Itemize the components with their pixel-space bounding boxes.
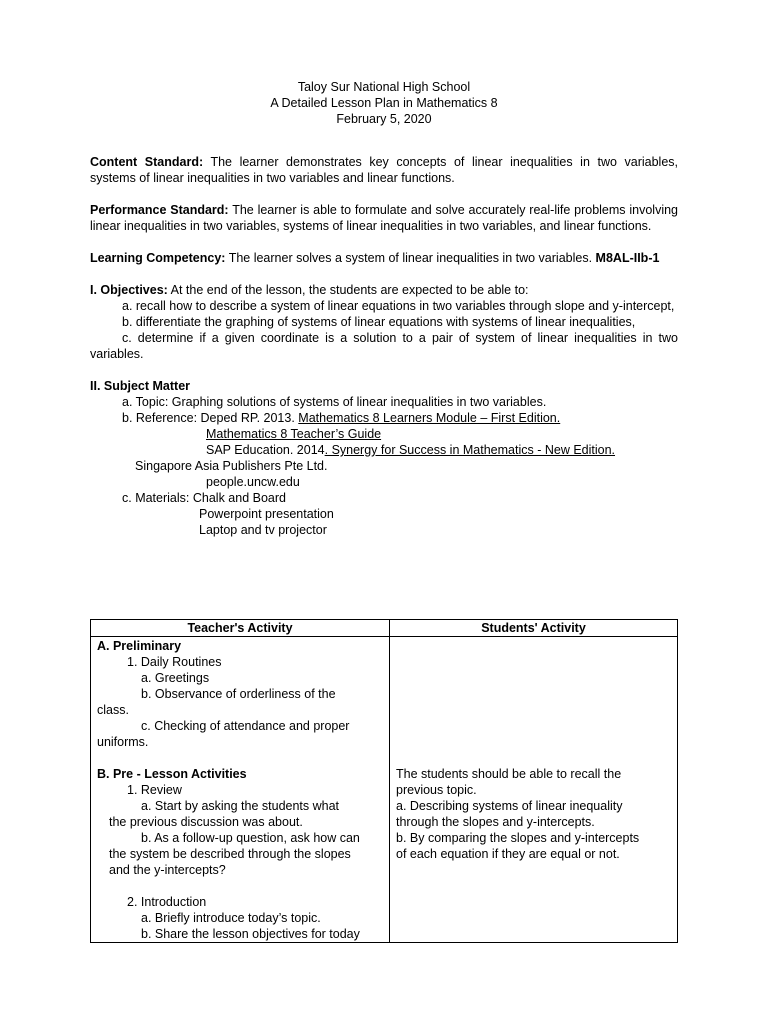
material-item: Chalk and Board — [192, 491, 286, 505]
review-b-line-1: b. As a follow-up question, ask how can — [141, 831, 360, 845]
material-item: Laptop and tv projector — [199, 523, 327, 537]
orderliness-line-1: b. Observance of orderliness of the — [141, 687, 336, 701]
document-title: A Detailed Lesson Plan in Mathematics 8 — [270, 96, 498, 110]
students-recall-line-1: The students should be able to recall the — [396, 767, 622, 781]
objective-item-a: a. recall how to describe a system of linear equations in two variables through slope and y-intercept, — [122, 299, 675, 313]
reference-prefix: b. Reference: Deped RP. 2013. — [122, 411, 295, 425]
students-recall-line-2: previous topic. — [396, 783, 477, 797]
reference-line-3 — [90, 442, 678, 458]
orderliness-line-2: class. — [97, 703, 129, 717]
objectives-label: I. Objectives: — [90, 283, 168, 297]
reference-line-1 — [90, 410, 678, 426]
school-name: Taloy Sur National High School — [297, 80, 471, 94]
review-a-line-1: a. Start by asking the students what — [141, 799, 340, 813]
pre-lesson-title: B. Pre - Lesson Activities — [97, 767, 247, 781]
objective-item-c: c. determine if a given coordinate is a solution to a pair of system of linear inequalities in two variables. — [90, 331, 678, 361]
materials-prefix: c. Materials: — [122, 491, 190, 505]
reference-synergy: . Synergy for Success in Mathematics - New Edition. — [324, 443, 616, 457]
review: 1. Review — [127, 783, 182, 797]
teacher-activity-header: Teacher's Activity — [91, 620, 390, 637]
document-date: February 5, 2020 — [336, 112, 432, 126]
students-answer-a-line-1: a. Describing systems of linear inequality — [396, 799, 623, 813]
objectives-intro-text: At the end of the lesson, the students are expected to be able to: — [170, 283, 529, 297]
students-activity-cell — [390, 637, 678, 943]
students-answer-b-line-1: b. By comparing the slopes and y-intercepts — [396, 831, 640, 845]
learning-competency-text: The learner solves a system of linear inequalities in two variables. — [228, 251, 593, 265]
objectives-intro — [90, 282, 678, 298]
content-standard — [90, 154, 678, 186]
attendance-line-2: uniforms. — [97, 735, 149, 749]
subject-matter-label: II. Subject Matter — [90, 379, 191, 393]
document-body — [90, 154, 678, 538]
introduction: 2. Introduction — [127, 895, 207, 909]
document-header — [0, 79, 768, 127]
activity-table — [90, 619, 678, 943]
introduction-a: a. Briefly introduce today’s topic. — [141, 911, 321, 925]
review-a-line-2: the previous discussion was about. — [109, 815, 303, 829]
performance-standard-text: The learner is able to formulate and solve accurately real-life problems involving linear inequalities in two variables, systems of linear inequalities in two variables, and linear functions. — [90, 203, 678, 233]
attendance-line-1: c. Checking of attendance and proper — [141, 719, 350, 733]
content-standard-text: The learner demonstrates key concepts of linear inequalities in two variables, systems of linear inequalities in two variables and linear functions. — [90, 155, 678, 185]
reference-website: people.uncw.edu — [206, 475, 300, 489]
students-activity-header: Students' Activity — [390, 620, 678, 637]
daily-routines: 1. Daily Routines — [127, 655, 222, 669]
table-header-row — [91, 620, 678, 637]
review-b-line-2: the system be described through the slopes — [109, 847, 351, 861]
preliminary-title: A. Preliminary — [97, 639, 182, 653]
reference-learners-module: Mathematics 8 Learners Module – First Edition. — [298, 411, 561, 425]
table-row — [91, 637, 678, 943]
introduction-b: b. Share the lesson objectives for today — [141, 927, 360, 941]
performance-standard — [90, 202, 678, 234]
performance-standard-label: Performance Standard: — [90, 203, 229, 217]
review-b-line-3: and the y-intercepts? — [109, 863, 226, 877]
content-standard-label: Content Standard: — [90, 155, 204, 169]
reference-publisher: Singapore Asia Publishers Pte Ltd. — [135, 459, 328, 473]
learning-competency-label: Learning Competency: — [90, 251, 226, 265]
subject-topic: a. Topic: Graphing solutions of systems of linear inequalities in two variables. — [122, 395, 547, 409]
students-answer-b-line-2: of each equation if they are equal or not. — [396, 847, 620, 861]
reference-sap-prefix: SAP Education. 2014 — [206, 443, 325, 457]
reference-teachers-guide: Mathematics 8 Teacher’s Guide — [206, 427, 382, 441]
students-answer-a-line-2: through the slopes and y-intercepts. — [396, 815, 595, 829]
materials-line-1 — [90, 490, 678, 506]
competency-code: M8AL-IIb-1 — [595, 251, 660, 265]
greetings: a. Greetings — [141, 671, 210, 685]
learning-competency — [90, 250, 678, 266]
material-item: Powerpoint presentation — [199, 507, 334, 521]
reference-line-2 — [90, 426, 678, 442]
teacher-activity-cell — [91, 637, 390, 943]
objective-item-b: b. differentiate the graphing of systems of linear equations with systems of linear inequalities, — [122, 315, 636, 329]
